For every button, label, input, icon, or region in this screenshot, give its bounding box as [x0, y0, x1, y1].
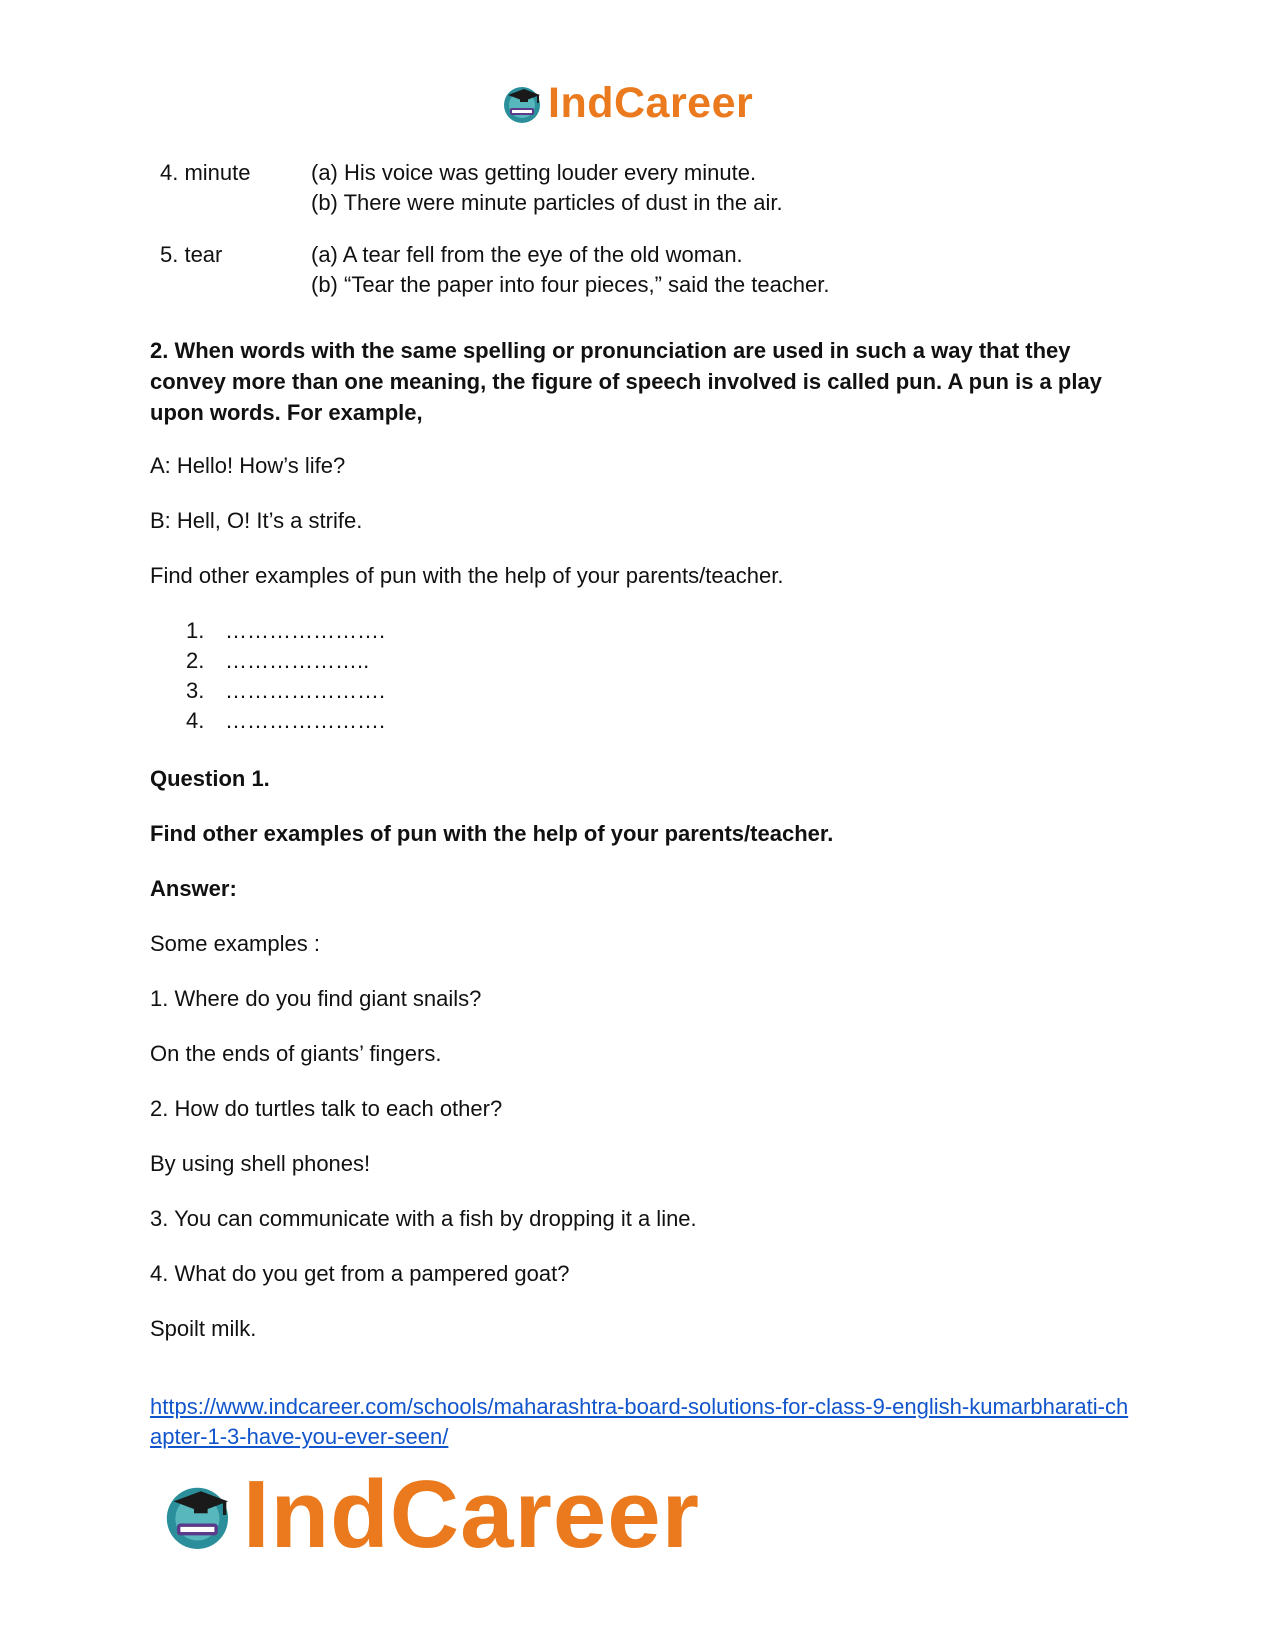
word-5-sentence-a: (a) A tear fell from the eye of the old woman.	[311, 242, 743, 267]
dialogue-line-a: A: Hello! How’s life?	[150, 453, 346, 478]
brand-name: IndCareer	[548, 78, 754, 127]
dialogue-line-b: B: Hell, O! It’s a strife.	[150, 508, 363, 533]
answer-line: On the ends of giants’ fingers.	[150, 1041, 442, 1066]
blank-4-dots: ………………….	[225, 708, 386, 733]
question-label: Question 1.	[150, 766, 270, 791]
blank-4-number: 4.	[186, 708, 205, 733]
header-logo	[500, 78, 780, 128]
answer-line: 1. Where do you find giant snails?	[150, 986, 482, 1011]
answer-line: Some examples :	[150, 931, 320, 956]
source-link[interactable]: https://www.indcareer.com/schools/maharashtra-board-solutions-for-class-9-english-kumarbharati-chapter-1-3-have-you-ever-seen/	[150, 1394, 1129, 1449]
instruction-text: Find other examples of pun with the help of your parents/teacher.	[150, 563, 784, 588]
answer-label: Answer:	[150, 876, 237, 901]
word-5-label: 5. tear	[160, 242, 223, 267]
word-4-sentence-b: (b) There were minute particles of dust in the air.	[311, 190, 783, 215]
graduate-book-icon	[500, 81, 544, 125]
blank-1-dots: ………………….	[225, 618, 386, 643]
blank-1-number: 1.	[186, 618, 205, 643]
blank-3-dots: ………………….	[225, 678, 386, 703]
answer-line: Spoilt milk.	[150, 1316, 257, 1341]
answer-line: 4. What do you get from a pampered goat?	[150, 1261, 570, 1286]
pun-definition-heading: 2. When words with the same spelling or pronunciation are used in such a way that they convey more than one meaning, the figure of speech involved is called pun. A pun is a play upon words. For example,	[150, 338, 1102, 425]
word-4-label: 4. minute	[160, 160, 251, 185]
word-5-sentence-b: (b) “Tear the paper into four pieces,” said the teacher.	[311, 272, 830, 297]
answer-line: By using shell phones!	[150, 1151, 371, 1176]
answer-line: 2. How do turtles talk to each other?	[150, 1096, 503, 1121]
word-4-sentence-a: (a) His voice was getting louder every minute.	[311, 160, 757, 185]
question-text: Find other examples of pun with the help of your parents/teacher.	[150, 821, 834, 846]
blank-2-number: 2.	[186, 648, 205, 673]
blank-2-dots: ………………..	[225, 648, 370, 673]
brand-name: IndCareer	[242, 1461, 700, 1568]
answer-line: 3. You can communicate with a fish by dropping it a line.	[150, 1206, 697, 1231]
footer-logo	[160, 1461, 700, 1568]
graduate-book-icon	[160, 1472, 235, 1558]
blank-3-number: 3.	[186, 678, 205, 703]
